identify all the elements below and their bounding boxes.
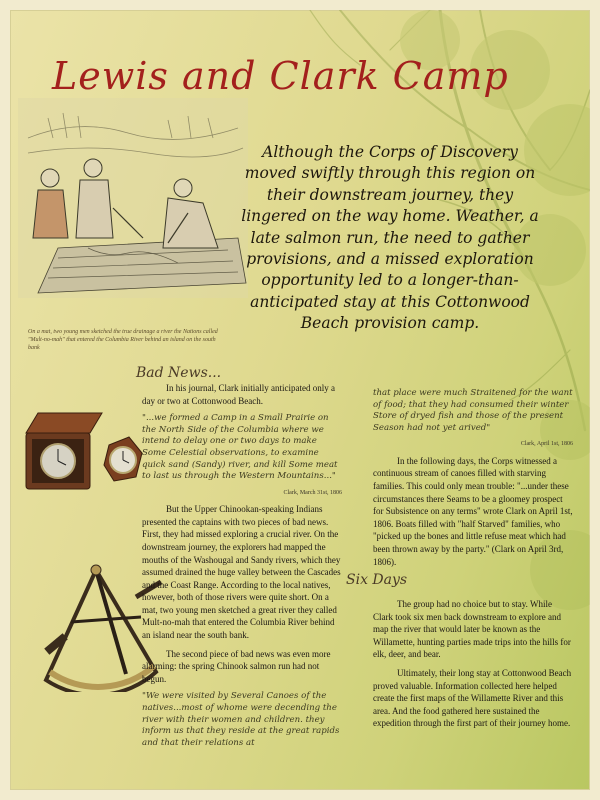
chronometer-illustration xyxy=(24,405,144,495)
section-heading-six-days: Six Days xyxy=(346,572,408,588)
quote-march-31: "...we formed a Camp in a Small Prairie on the North Side of the Columbia where we intend to delay one or two days to make Some Celestial observations, to examine quick sand (Sandy) river, and kill Some meat to last us through the Western Mountains..." xyxy=(142,413,338,482)
paragraph-bad-news-two: The second piece of bad news was even more alarming: the spring Chinook salmon run had not begun. xyxy=(142,648,331,684)
quote-april-1-attribution: Clark, April 1st, 1806 xyxy=(520,441,573,448)
column-left xyxy=(142,382,342,755)
interpretive-panel xyxy=(10,10,590,790)
intro-text: Although the Corps of Discovery moved swiftly through this region on their downstream journey, they lingered on the way home. Weather, a late salmon run, the need to gather provisions, and a missed exploration opportunity led to a longer-than-anticipated stay at this Cottonwood Beach provision camp. xyxy=(241,143,539,332)
column-six-days xyxy=(373,598,573,736)
section-heading-bad-news: Bad News... xyxy=(136,365,222,381)
sketch-caption: On a mat, two young men sketched the true drainage a river the Nations called "Mult-no-mah" that entered the Columbia River behind an island on the south bank xyxy=(28,329,218,352)
quote-april-1: that place were much Straitened for the want of food; that they had consumed their winter Store of dryed fish and those of the present Season had not yet arived" xyxy=(373,388,573,433)
paragraph-journal-intro: In his journal, Clark initially anticipated only a day or two at Cottonwood Beach. xyxy=(142,383,335,406)
quote-canoes: "We were visited by Several Canoes of the natives...most of whome were decending the river with their women and children. they inform us that they reside at the great rapids and that their relations at xyxy=(142,691,340,748)
page-title: Lewis and Clark Camp xyxy=(52,54,509,98)
quote-march-31-attribution: Clark, March 31st, 1806 xyxy=(283,489,342,496)
paragraph-six-days-one: The group had no choice but to stay. While Clark took six men back downstream to explore and map the river that would later be known as the Willamette, hunting parties made trips into the hills for elk, deer, and bear. xyxy=(373,599,571,660)
column-right xyxy=(373,388,573,574)
paragraph-six-days-two: Ultimately, their long stay at Cottonwood Beach proved valuable. Information collected here helped create the first maps of the Willamette River and this area. And the food gathered here sustained the expedition through the first part of their journey home. xyxy=(373,667,572,729)
paragraph-starving-families: In the following days, the Corps witnessed a continuous stream of canoes filled with starving families. This could only mean trouble: "...under these circumstances there Seams to be a gloomey prospect for Subsistence on any terms" wrote Clark on April 1st, 1806. Boats filled with "half Starved" families, who "picked up the bones and little refuse meat which had been thrown away by the party." (Clark on April 3rd, 1806). xyxy=(373,455,573,567)
paragraph-bad-news-one: But the Upper Chinookan-speaking Indians presented the captains with two pieces of bad news. First, they had missed exploring a crucial river. On the downstream journey, the explorers had mapped the mouths of the Washougal and Sandy rivers, which they assumed drained the huge valley between the Cascades and the Coast Range. According to the local natives, however, both of those rivers were quite short. On a mat, two young men sketched a great river they called Mult-no-mah that entered the Columbia River behind an island near the south bank. xyxy=(142,504,341,641)
map-sketch-illustration xyxy=(18,98,248,298)
